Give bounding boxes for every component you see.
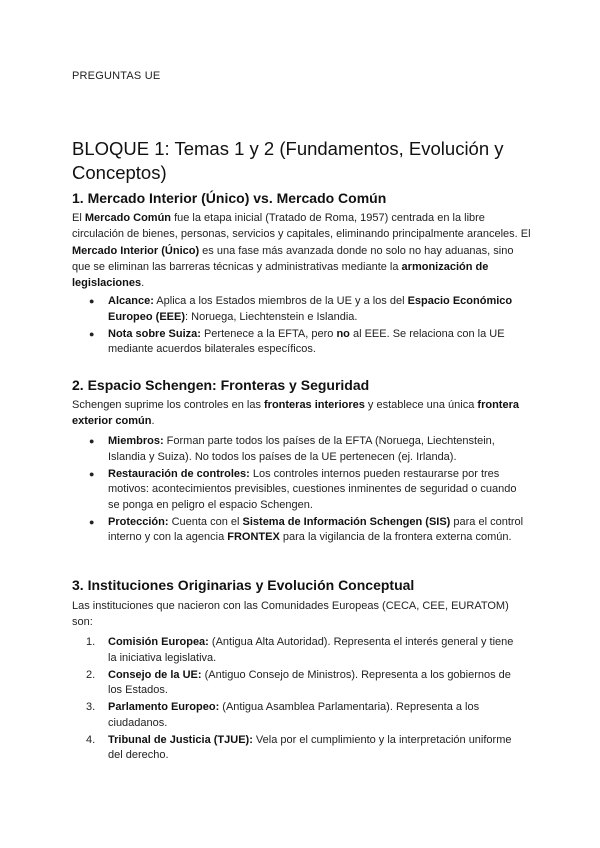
- section-3-heading: 3. Instituciones Originarias y Evolución Conceptual: [72, 577, 415, 593]
- text-run: al EEE. Se relaciona con la UE mediante acuerdos bilaterales específicos.: [108, 327, 505, 355]
- bold-term: Miembros:: [108, 435, 164, 447]
- list-number: 3.: [86, 701, 96, 713]
- text-run: fue la etapa inicial (Tratado de Roma, 1957) centrada en la libre circulación de bienes, personas, servicios y capitales, eliminando principalmente aranceles. El: [72, 212, 531, 241]
- bold-term: frontera exterior común: [72, 399, 519, 428]
- section-3-numbered-list: [72, 635, 524, 765]
- list-item: [72, 434, 524, 465]
- text-run: Los controles internos pueden restaurarse por tres motivos: acontecimientos previsibles, cuestiones inminentes de seguridad o cuando se ponga en peligro el espacio Schengen.: [108, 467, 517, 511]
- text-run: para el control interno y con la agencia: [108, 515, 524, 543]
- list-number: 4.: [86, 733, 96, 746]
- text-run: Aplica a los Estados miembros de la UE y a los del: [153, 295, 408, 307]
- bold-term: Consejo de la UE:: [108, 668, 202, 681]
- document-label: PREGUNTAS UE: [72, 70, 161, 82]
- text-run: Schengen suprime los controles en las: [72, 399, 264, 411]
- text-run: (Antiguo Consejo de Ministros). Representa a los gobiernos de los Estados.: [108, 668, 511, 696]
- section-3-paragraph: Las instituciones que nacieron con las Comunidades Europeas (CECA, CEE, EURATOM) son:: [72, 600, 509, 629]
- section-2-bullet-list: [72, 434, 524, 547]
- text-run: (Antigua Asamblea Parlamentaria). Representa a los ciudadanos.: [108, 701, 480, 729]
- bullet-icon: ●: [89, 296, 95, 306]
- bold-term: Sistema de Información Schengen (SIS): [242, 515, 451, 528]
- text-run: Pertenece a la EFTA, pero: [200, 327, 337, 340]
- list-item: [72, 635, 524, 666]
- bullet-icon: ●: [89, 328, 95, 339]
- text-run: El: [72, 212, 85, 224]
- bold-term: FRONTEX: [227, 531, 280, 543]
- list-number: 2.: [86, 668, 96, 681]
- list-number: 1.: [86, 636, 96, 648]
- bold-term: Mercado Interior (Único): [72, 244, 200, 257]
- bullet-icon: ●: [89, 468, 95, 479]
- bold-term: Restauración de controles:: [108, 467, 250, 480]
- section-2-heading: 2. Espacio Schengen: Fronteras y Seguridad: [72, 377, 370, 393]
- bold-term: armonización de legislaciones: [72, 260, 489, 290]
- bold-term: Alcance:: [108, 295, 154, 307]
- section-1-paragraph: [72, 210, 532, 291]
- section-1-heading: 1. Mercado Interior (Único) vs. Mercado Común: [72, 190, 387, 206]
- text-run: : Noruega, Liechtenstein e Islandia.: [185, 310, 358, 323]
- bold-term: Mercado Común: [84, 212, 172, 224]
- text-run: es una fase más avanzada donde no solo no hay aduanas, sino que se eliminan las barreras técnicas y administrativas mediante la: [72, 244, 514, 273]
- text-run: .: [141, 277, 145, 290]
- text-run: Forman parte todos los países de la EFTA (Noruega, Liechtenstein, Islandia y Suiza). No todos los países de la UE pertenecen (ej. Irlanda).: [108, 435, 495, 463]
- text-run: Vela por el cumplimiento y la interpretación uniforme del derecho.: [108, 733, 512, 761]
- bold-term: Nota sobre Suiza:: [108, 327, 201, 340]
- text-run: y establece una única: [364, 399, 478, 411]
- bold-term: Tribunal de Justicia (TJUE):: [108, 733, 253, 746]
- list-item: [72, 733, 524, 764]
- text-run: Cuenta con el: [168, 515, 243, 528]
- list-item: [72, 668, 524, 699]
- section-2-paragraph: [72, 397, 532, 430]
- bold-term: Espacio Económico Europeo (EEE): [108, 295, 513, 323]
- list-item: [72, 700, 524, 731]
- list-item: [72, 515, 524, 546]
- bold-term: no: [336, 327, 350, 340]
- list-item: [72, 327, 524, 358]
- text-run: (Antigua Alta Autoridad). Representa el interés general y tiene la iniciativa legislativa.: [108, 636, 514, 664]
- list-item: [72, 467, 524, 514]
- bullet-icon: ●: [89, 516, 95, 527]
- bullet-icon: ●: [89, 436, 95, 446]
- page-title: BLOQUE 1: Temas 1 y 2 (Fundamentos, Evolución y Conceptos): [72, 138, 504, 183]
- list-item: [72, 294, 524, 325]
- bold-term: Parlamento Europeo:: [108, 701, 220, 713]
- bold-term: fronteras interiores: [264, 399, 365, 411]
- text-run: .: [151, 415, 155, 428]
- bold-term: Protección:: [108, 515, 169, 528]
- section-1-bullet-list: [72, 294, 524, 359]
- bold-term: Comisión Europea:: [108, 636, 209, 648]
- text-run: para la vigilancia de la frontera externa común.: [279, 531, 512, 543]
